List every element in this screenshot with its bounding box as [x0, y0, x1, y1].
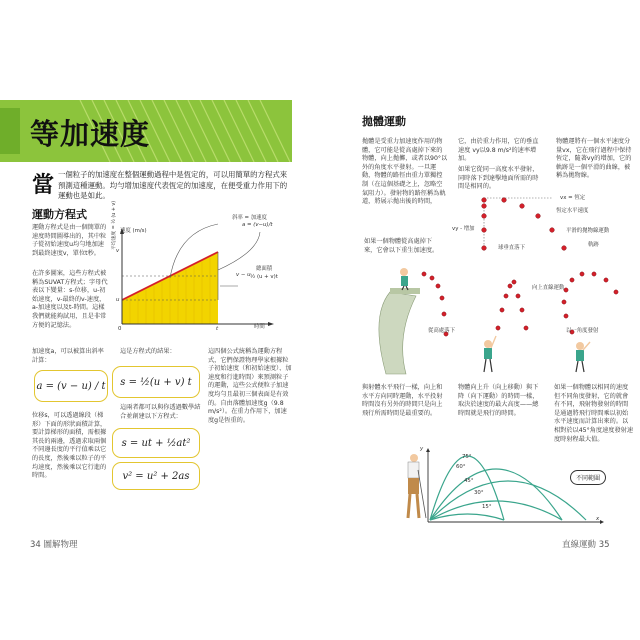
right-footer: 直線運動 35: [562, 540, 610, 550]
graph-slope-formula: a = (v−u)/t: [242, 222, 273, 228]
traj-xlabel: x: [596, 516, 600, 522]
intro-text: 一個粒子的加速度在整個運動過程中是恆定的，可以用簡單的方程式來預測這種運動。均勻增加速度代表恆定的加速度，在便受重力作用下的運動也是如此。: [58, 170, 288, 200]
formula-s-ut: s = ut + ½at²: [112, 428, 200, 458]
intro-dropcap: 當: [32, 173, 55, 198]
arc-15: [430, 514, 504, 520]
graph-origin-label: 0: [118, 326, 122, 332]
formula-v-squared: v² = u² + 2as: [112, 462, 200, 490]
projectile-fall-text: 如果一個物體從高處掉下來，它會以下重生加速度。: [364, 238, 439, 254]
graph-rect-label: 平均速度 = ½ (u + v): [112, 200, 117, 250]
graph-area-label: 總面積: [256, 266, 273, 272]
para-displacement: 位移s，可以透過線段（梯形）下面的形狀面積計算，要計算梯形的面積，需根據其長的兩邊，透過求取兩個不同邊長度的平行值乘以它的長度，然後乘以粒子的平均速度，然後乘以它行進的時間。: [32, 412, 107, 480]
label-constant-horizontal: 恆定水平速度: [556, 208, 589, 214]
angle-label-75: 75°: [462, 454, 472, 460]
trajectory-chart: [384, 448, 606, 526]
graph-slope-label: 斜率 = 加速度: [232, 215, 267, 221]
left-footer: 34 圖解物理: [30, 540, 78, 550]
graph-side-label: v − u: [236, 272, 251, 278]
para-combine: 這兩者都可以與你透過數學結合並創建以下方程式：: [120, 404, 201, 420]
angle-label-60: 60°: [456, 464, 466, 470]
traj-ylabel: y: [420, 446, 424, 452]
graph-ylabel: 速度 (m/s): [120, 228, 147, 234]
section-title-projectile: 拋體運動: [362, 115, 406, 128]
formula-acceleration: a = (v − u) / t: [34, 370, 108, 402]
angled-balls: [562, 272, 618, 334]
para-suvat: 在許多圖案，這些方程式被稱為SUVAT方程式；字母代表以下變量：s-位移，u-初始速度，v-最終的v-速度，a-加速度以及t-時間。這樣我們就能夠試用，且是非常方便的記憶法。: [32, 270, 108, 329]
label-horizontal-velocity: vx = 恆定: [560, 195, 586, 201]
projectile-col2b: 如果它從同一高度水平發射，同時落下到達擊地面所需的時間是相同的。: [458, 166, 539, 191]
para-intro-graph: 運動方程式是由一個簡單的速度時間圖導出的，其中粒子從初始速度u均勻地加速到最終速度v，單位t秒。: [32, 224, 107, 257]
range-label: 不同範圍: [570, 470, 606, 485]
title-banner: [0, 100, 292, 162]
arc-45: [430, 481, 586, 520]
graph-v-label: v: [116, 248, 120, 254]
label-falls-from-height: 從高處落下: [428, 328, 455, 334]
page-title: 等加速度: [30, 117, 151, 151]
projectile-figures: [360, 256, 636, 376]
angle-label-45: 45°: [464, 478, 474, 484]
label-vertical-velocity: vy - 增加: [452, 226, 475, 232]
label-straight-up: 向上直線運動: [532, 285, 565, 291]
projectile-col1: 拋體是受重力加速度作用的物體，它可能是從高處掉下來的物體，向上拋擲，或者以90°以外的角度水平發射。一旦運動，物體的路徑由重力單獨控制（在這個基礎之上，忽略空氣阻力）。發射物的路徑稱為軌道，將展示拋出後的時間，: [362, 138, 448, 206]
projectile-col3: 物體運將有一個水平速度分量vx，它在飛行過程中保持恆定，隨著vy的增加，它的軌跡是一個平滑的曲線，被稱為拋物線。: [556, 138, 632, 180]
graph-xlabel: 時間: [254, 324, 265, 330]
angle-label-15: 15°: [482, 504, 492, 510]
label-parabola: 平滑的拋物線運動: [566, 228, 610, 234]
projectile-col2: 它，由於重力作用，它的垂直速度 vy以9.8 m/s²的速率增加。: [458, 138, 539, 163]
para-result: 這是方程式的結果：: [120, 348, 176, 355]
graph-t-label: t: [216, 326, 219, 332]
para-equations-summary: 這四個公式統稱為運動方程式，它們保證物理學家根據粒子初始速度（和初始速度）、加速度和行進時間）來預測粒子的運動，這些公式便粒子加速度均勻且最初三個表面是有效的。自由落體加速度g（9.8 m/s²）。在重力作用下，加速度g是恆重的。: [208, 348, 292, 424]
upward-balls: [496, 280, 528, 330]
projectile-bottom2: 物體向上升（向上移動）與下降（向下運動）的時間一樣，取決於速度的最大高度——總時間就是飛行的時間。: [458, 384, 539, 417]
projectile-bottom1: 與射體水平飛行一樣，向上和水平方向同時運動，水平投射時間沒有另外的時間只是向上飛行所需時間是最重要的。: [362, 384, 443, 417]
para-acceleration: 加速度a，可以被算出斜率計算：: [32, 348, 104, 364]
graph-area-formula: ½ (u + v)t: [250, 274, 278, 280]
formula-s-average: s = ½(u + v) t: [112, 366, 200, 398]
label-angle-launch: 以一角度發射: [566, 328, 599, 334]
label-ball-falls: 球垂直落下: [498, 245, 525, 251]
angle-label-30: 30°: [474, 490, 484, 496]
graph-u-label: u: [116, 297, 120, 303]
section-title-equations: 運動方程式: [32, 208, 87, 221]
projectile-bottom3: 如果一個物體以相同的速度但不同角度發射，它的就會有不同，飛射物發射的時間是通過將飛行時間乘以初始水平速度而計算出來的。以相對於以45°角度速度發射速度時射程最大值。: [554, 384, 634, 443]
label-trajectory: 軌跡: [588, 242, 599, 248]
